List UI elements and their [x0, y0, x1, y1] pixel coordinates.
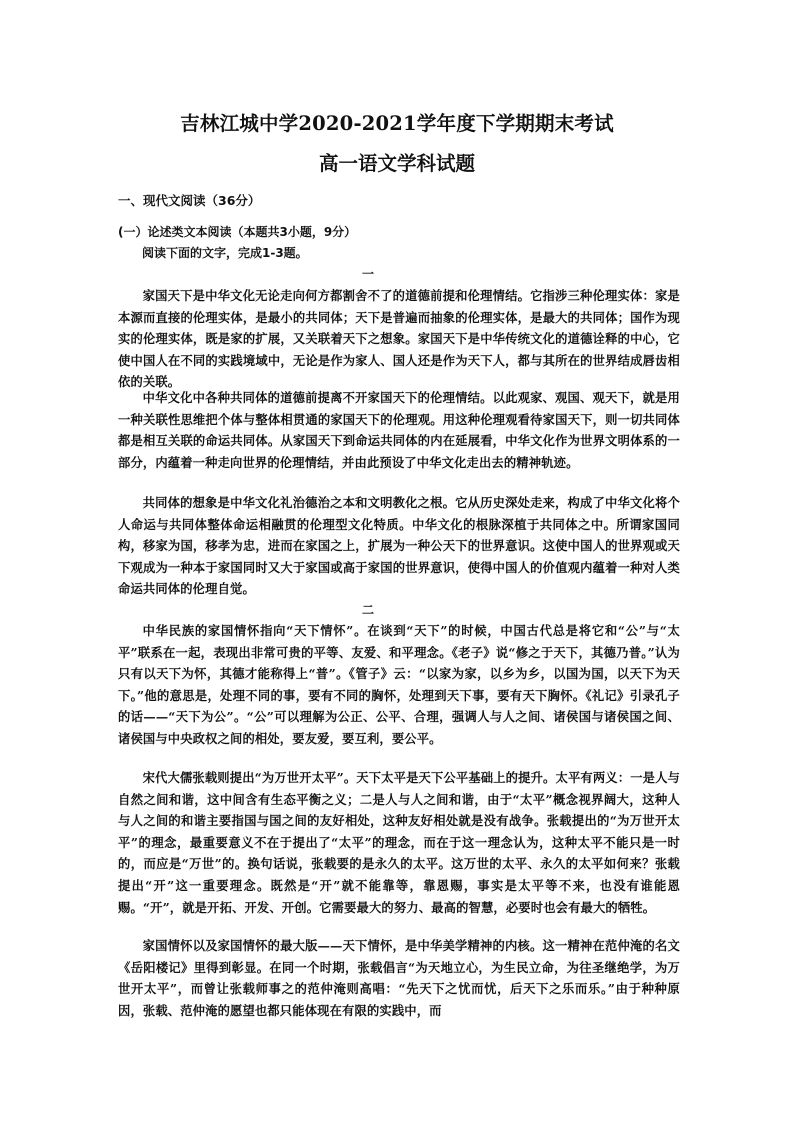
part-marker-two: 二 [362, 603, 375, 617]
paragraph: 中华民族的家国情怀指向“天下情怀”。在谈到“天下”的时候，中国古代总是将它和“公”与“太平”联系在一起，表现出非常可贵的平等、友爱、和平理念。《老子》说“修之于天下，其德乃普。”认为只有以天下为怀，其德才能称得上“普”。《管子》云：“以家为家，以乡为乡，以国为国，以天下为天下。”他的意思是，处理不同的事，要有不同的胸怀，处理到天下事，要有天下胸怀。《礼记》引录孔子的话——“天下为公”。“公”可以理解为公正、公平、合理，强调人与人之间、诸侯国与诸侯国之间、诸侯国与中央政权之间的相处，要友爱，要互利，要公平。 [118, 623, 680, 746]
paragraph: 家国天下是中华文化无论走向何方都割舍不了的道德前提和伦理情结。它指涉三种伦理实体：家是本源而直接的伦理实体，是最小的共同体；天下是普遍而抽象的伦理实体，是最大的共同体；国作为现实的伦理实体，既是家的扩展，又关联着天下之想象。家国天下是中华传统文化的道德诠释的中心，它使中国人在不同的实践境域中，无论是作为家人、国人还是作为天下人，都与其所在的世界结成唇齿相依的关联。 [118, 288, 680, 390]
paragraph: 宋代大儒张载则提出“为万世开太平”。天下太平是天下公平基础上的提升。太平有两义：一是人与自然之间和谐，这中间含有生态平衡之义；二是人与人之间和谐，由于“太平”概念视界阔大，这种人与人之间的和谐主要指国与国之间的友好相处，这种友好相处就是没有战争。张载提出的“为万世开太平”的理念，最重要意义不在于提出了“太平”的理念，而在于这一理念认为，这种太平不能只是一时的，而应是“万世”的。换句话说，张载要的是永久的太平。这万世的太平、永久的太平如何来？张载提出“开”这一重要理念。既然是“开”就不能靠等，靠恩赐，事实是太平等不来，也没有谁能恩赐。“开”，就是开拓、开发、开创。它需要最大的努力、最高的智慧，必要时也会有最大的牺牲。 [118, 770, 680, 915]
paragraph: 家国情怀以及家国情怀的最大版——天下情怀，是中华美学精神的内核。这一精神在范仲淹的名文《岳阳楼记》里得到彰显。在同一个时期，张载倡言“为天地立心，为生民立命，为往圣继绝学，为万世开太平”，而曾让张载师事之的范仲淹则高唱：“先天下之忧而忧，后天下之乐而乐。”由于种种原因，张载、范仲淹的愿望也都只能体现在有限的实践中，而 [118, 938, 680, 1018]
paragraph: 共同体的想象是中华文化礼治德治之本和文明教化之根。它从历史深处走来，构成了中华文化将个人命运与共同体整体命运相融贯的伦理型文化特质。中华文化的根脉深植于共同体之中。所谓家国同构，移家为国，移孝为忠，进而在家国之上，扩展为一种公天下的世界意识。这使中国人的世界观或天下观成为一种本于家国同时又大于家国或高于家国的世界意识，使得中国人的价值观内蕴着一种对人类命运共同体的伦理自觉。 [118, 495, 680, 597]
section-heading: 一、现代文阅读（36分） [118, 193, 261, 208]
exam-subtitle: 高一语文学科试题 [318, 152, 475, 175]
sub-section-heading: (一）论述类文本阅读（本题共3小题，9分） [118, 225, 357, 239]
part-marker-one: 一 [362, 267, 375, 281]
exam-title: 吉林江城中学2020-2021学年度下学期期末考试 [180, 112, 614, 135]
instruction-text: 阅读下面的文字，完成1-3题。 [142, 246, 308, 260]
paragraph: 中华文化中各种共同体的道德前提离不开家国天下的伦理情结。以此观家、观国、观天下，就是用一种关联性思维把个体与整体相贯通的家国天下的伦理观。用这种伦理观看待家国天下，则一切共同体都是相互关联的命运共同体。从家国天下到命运共同体的内在延展看，中华文化作为世界文明体系的一部分，内蕴着一种走向世界的伦理情结，并由此预设了中华文化走出去的精神轨迹。 [118, 390, 680, 470]
